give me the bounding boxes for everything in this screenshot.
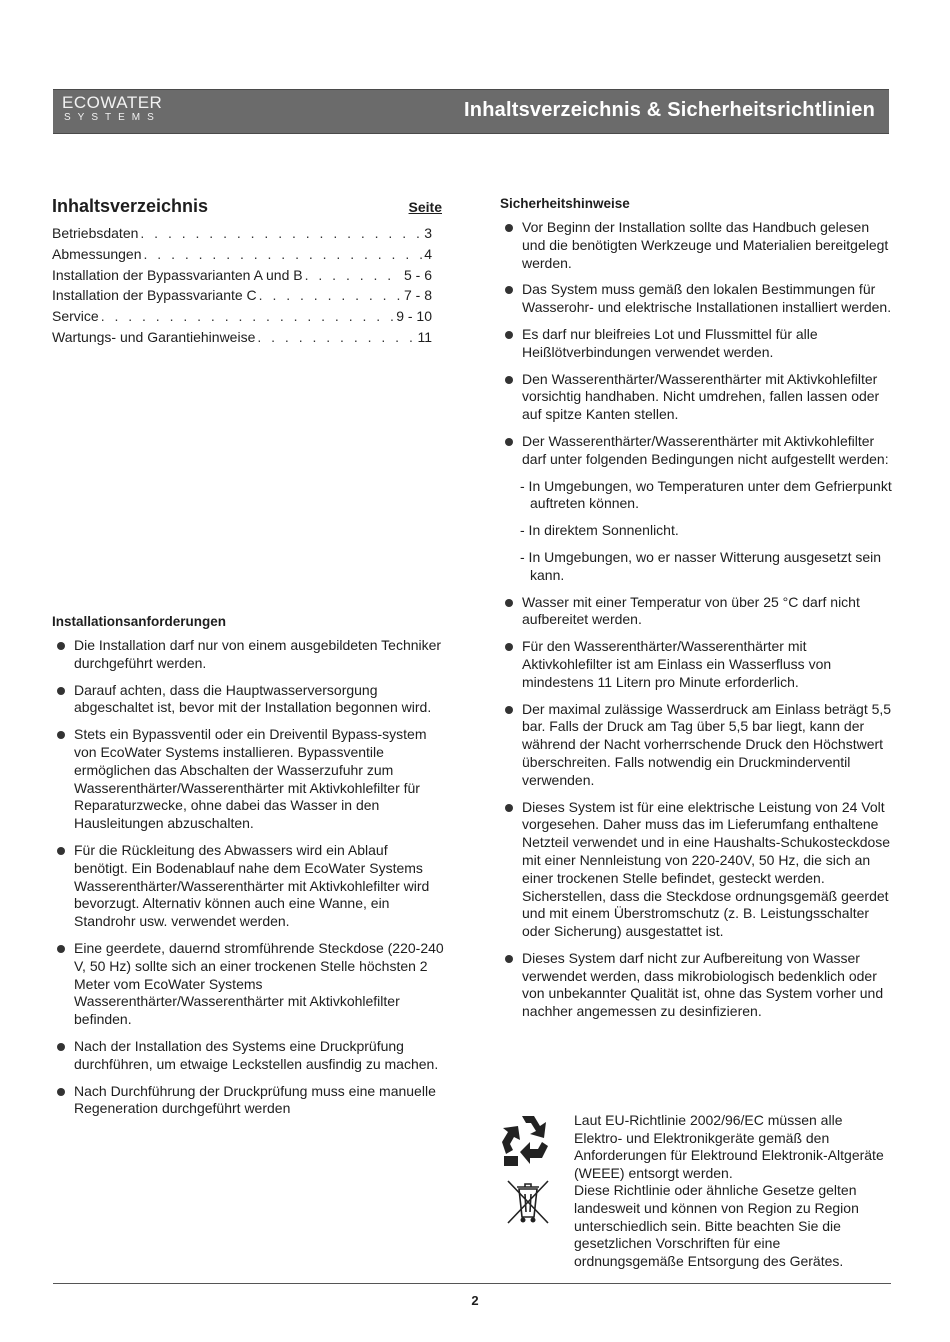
weee-text-1: Laut EU-Richtlinie 2002/96/EC müssen alle Elektro- und Elektronikgeräte gemäß den Anforderungen für Elektround Elektronik-Altgeräte (WEEE) entsorgt werden.: [574, 1112, 884, 1181]
toc-entry-label: Betriebsdaten: [52, 225, 139, 241]
safety-item: Für den Wasserenthärter/Wasserenthärter mit Aktivkohlefilter ist am Einlass ein Wasserfluss von mindestens 11 Litern pro Minute erforderlich.: [500, 638, 892, 691]
toc-entry-label: Wartungs- und Garantiehinweise: [52, 328, 256, 345]
toc-leader-dots: [257, 327, 415, 348]
toc-entry: [52, 265, 444, 286]
safety-section: [500, 196, 892, 1030]
weee-text: [574, 1112, 890, 1270]
toc-entry-page: 4: [424, 245, 432, 262]
toc-leader-dots: [101, 306, 395, 327]
toc-page-label: Seite: [408, 199, 442, 215]
safety-sub-list: [500, 478, 892, 585]
toc-entry-page: 9 - 10: [396, 308, 432, 325]
installation-item: Stets ein Bypassventil oder ein Dreiventil Bypass-system von EcoWater Systems installieren. Bypassventile ermöglichen das Abschalten der Wasserzufuhr zum Wasserenthärter/Wasserenthärter mit Aktivkohlefilter für Reparaturzwecke, ohne dabei das Wasser in den Hausleitungen abzuschalten.: [52, 726, 444, 833]
crossed-bin-icon: [500, 1179, 556, 1227]
installation-item: Eine geerdete, dauernd stromführende Steckdose (220-240 V, 50 Hz) sollte sich an einer trockenen Stelle höchsten 2 Meter vom EcoWater Systems Wasserenthärter/Wasserenthärter mit Aktivkohlefilter befinden.: [52, 940, 444, 1029]
safety-title: Sicherheitshinweise: [500, 196, 630, 211]
weee-text-2: Diese Richtlinie oder ähnliche Gesetze gelten landesweit und können von Region zu Region unterschiedlich sein. Bitte beachten Sie die gesetzlichen Vorschriften für eine ordnungsgemäße Entsorgung des Gerätes.: [574, 1182, 859, 1269]
toc-leader-dots: [259, 285, 402, 306]
safety-sub-item: - In Umgebungen, wo Temperaturen unter dem Gefrierpunkt auftreten können.: [520, 477, 892, 512]
toc-entry-page: 5 - 6: [403, 266, 432, 283]
toc-entry-label: Installation der Bypassvariante C: [52, 287, 257, 304]
toc-leader-dots: [305, 265, 402, 286]
safety-item: Es darf nur bleifreies Lot und Flussmittel für alle Heißlötverbindungen verwendet werden.: [500, 326, 892, 362]
safety-item: Den Wasserenthärter/Wasserenthärter mit Aktivkohlefilter vorsichtig handhaben. Nicht umdrehen, fallen lassen oder auf spitze Kanten stellen.: [500, 371, 892, 424]
installation-item: Darauf achten, dass die Hauptwasserversorgung abgeschaltet ist, bevor mit der Installation begonnen wird.: [52, 682, 444, 718]
toc-leader-dots: [144, 244, 423, 265]
logo-main-text: ECOWATER: [62, 93, 163, 112]
toc-title: Inhaltsverzeichnis: [52, 196, 209, 216]
toc-entry-page: 11: [417, 328, 432, 345]
installation-item: Die Installation darf nur von einem ausgebildeten Techniker durchgeführt werden.: [52, 637, 444, 673]
toc-list: [52, 223, 444, 348]
toc-entry-page: 3: [424, 225, 432, 241]
safety-sub-item: - In Umgebungen, wo er nasser Witterung ausgesetzt sein kann.: [520, 548, 882, 583]
safety-list-a: [500, 219, 892, 469]
toc-entry-label: Installation der Bypassvarianten A und B: [52, 266, 303, 283]
toc-entry: [52, 327, 444, 348]
toc-entry: [52, 285, 444, 306]
installation-list: [52, 637, 444, 1118]
installation-item: Nach der Installation des Systems eine Druckprüfung durchführen, um etwaige Leckstellen ausfindig zu machen.: [52, 1038, 444, 1074]
safety-item: Der Wasserenthärter/Wasserenthärter mit Aktivkohlefilter darf unter folgenden Bedingungen nicht aufgestellt werden:: [500, 433, 892, 469]
toc-section: [52, 196, 444, 348]
safety-item: Das System muss gemäß den lokalen Bestimmungen für Wasserohr- und elektrische Installationen installiert werden.: [500, 281, 892, 317]
safety-item: Vor Beginn der Installation sollte das Handbuch gelesen und die benötigten Werkzeuge und Materialien bereitgelegt werden.: [500, 219, 892, 272]
recycle-icon: [500, 1112, 556, 1172]
safety-item: Dieses System ist für eine elektrische Leistung von 24 Volt vorgesehen. Daher muss das im Lieferumfang enthaltene Netzteil verwendet und in eine Haushalts-Schukosteckdose mit einer Nennleistung von 220-240V, 50 Hz, die sich an einer trockenen Stelle befindet, gesteckt werden. Sicherstellen, dass die Steckdose ordnungsgemäß geerdet und mit einem Überstromschutz (z. B. Leistungsschalter oder Sicherung) ausgestattet ist.: [500, 799, 892, 941]
safety-sub-item: - In direktem Sonnenlicht.: [520, 522, 679, 539]
ecowater-logo: [62, 94, 162, 124]
page-header: [53, 89, 889, 134]
toc-entry-label: Service: [52, 308, 99, 325]
page-number: 2: [471, 1293, 479, 1308]
installation-title: Installationsanforderungen: [52, 614, 227, 629]
safety-item: Dieses System darf nicht zur Aufbereitung von Wasser verwendet werden, dass mikrobiologisch bedenklich oder von unbekannter Qualität ist, ohne das System vorher und nachher angemessen zu desinfizieren.: [500, 950, 892, 1021]
toc-entry: [52, 223, 444, 244]
logo-sub-text: SYSTEMS: [64, 112, 161, 123]
toc-entry: [52, 244, 444, 265]
toc-header: [52, 196, 444, 217]
safety-item: Wasser mit einer Temperatur von über 25 °C darf nicht aufbereitet werden.: [500, 594, 892, 630]
installation-item: Nach Durchführung der Druckprüfung muss eine manuelle Regeneration durchgeführt werden: [52, 1083, 444, 1119]
toc-entry-page: 7 - 8: [403, 287, 432, 304]
toc-entry: [52, 306, 444, 327]
toc-entry-label: Abmessungen: [52, 245, 142, 262]
toc-leader-dots: [140, 223, 422, 244]
safety-item: Der maximal zulässige Wasserdruck am Einlass beträgt 5,5 bar. Falls der Druck am Tag über 5,5 bar liegt, kann der während der Nacht vorherrschende Druck den Höchstwert überschreiten. Falls notwendig ein Druckminderventil verwenden.: [500, 701, 892, 790]
safety-list-b: [500, 594, 892, 1022]
installation-section: [52, 614, 444, 1127]
weee-icons: [500, 1112, 556, 1222]
header-title: Inhaltsverzeichnis & Sicherheitsrichtlinien: [464, 99, 875, 121]
footer-divider: [53, 1283, 891, 1284]
installation-item: Für die Rückleitung des Abwassers wird ein Ablauf benötigt. Ein Bodenablauf nahe dem EcoWater Systems Wasserenthärter/Wasserenthärter mit Aktivkohlefilter wird bevorzugt. Alternativ können auch eine Wanne, ein Standrohr usw. verwendet werden.: [52, 842, 444, 931]
